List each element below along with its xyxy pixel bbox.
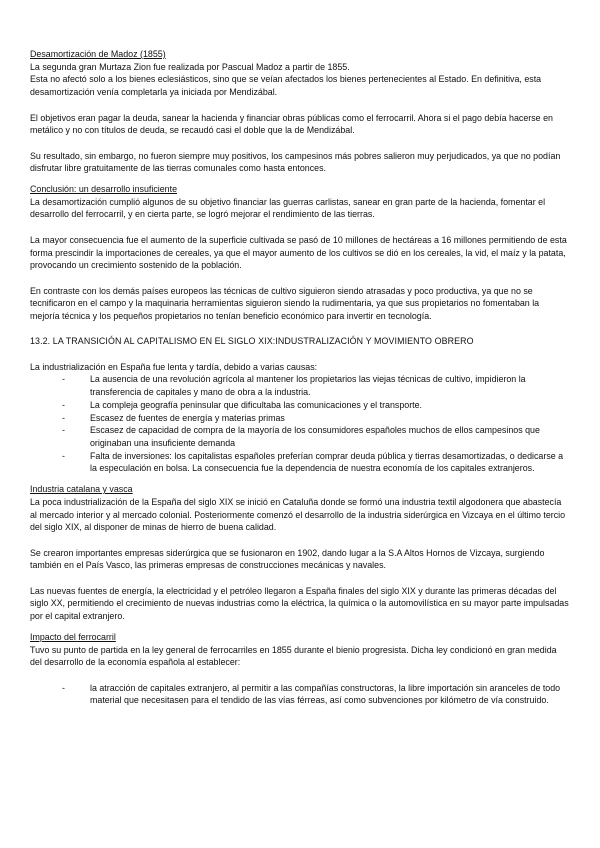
list-item-text: La compleja geografía peninsular que dificultaba las comunicaciones y el transporte. — [90, 399, 423, 410]
section-title-transicion: 13.2. LA TRANSICIÓN AL CAPITALISMO EN EL SIGLO XIX:INDUSTRALIZACIÓN Y MOVIMIENTO OBRERO — [30, 336, 474, 347]
dash-bullet: - — [62, 450, 65, 461]
dash-bullet: - — [62, 425, 65, 436]
paragraph: La mayor consecuencia fue el aumento de la superficie cultivada se pasó de 10 millones de hectáreas a 16 millones permitiendo de esta forma prescindir la importaciones de cereales, ya que el mayor aumento de los cultivos se dió en los cereales, la vid, el maíz y la patata, provocando un crecimiento sostenido de la población. — [30, 234, 567, 271]
list-item-text: La ausencia de una revolución agrícola al mantener los propietarios las viejas técnicas de cultivo, impidieron la transferencia de capitales y mano de obra a la industria. — [90, 374, 526, 398]
section-heading-madoz: Desamortización de Madoz (1855) — [30, 49, 166, 59]
paragraph: En contraste con los demás países europeos las técnicas de cultivo siguieron siendo atrasadas y poco productiva, ya que no se tecnificaron en el campo y la maquinaria herramientas siguieron siendo la rudimentaria, ya que sus propietarios no fomentaban la mejoría técnica y los pequeños propietarios no tenían beneficio económico para invertir en tecnología. — [30, 285, 540, 321]
list-item-text: Falta de inversiones: los capitalistas españoles preferían comprar deuda pública y tierras desamortizadas, o dedicarse a la especulación en bolsa. La consecuencia fue la dependencia de nuestra economía de los capitales extranjeros. — [90, 450, 564, 474]
section-heading-conclusion: Conclusión: un desarrollo insuficiente — [30, 184, 178, 194]
list-item — [62, 373, 570, 398]
paragraph: Las nuevas fuentes de energía, la electricidad y el petróleo llegaron a España finales del siglo XIX y durante las primeras décadas del siglo XX, permitiendo el crecimiento de nuevas industrias como la eléctrica, la química o la automovilística en su mayor parte impulsadas por el capital extranjero. — [30, 585, 569, 622]
dash-bullet: - — [62, 374, 65, 385]
list-item-text: Escasez de capacidad de compra de la mayoría de los consumidores españoles muchos de ellos campesinos que originaban una insuficiente demanda — [90, 425, 540, 448]
list-item-text: Escasez de fuentes de energía y materias primas — [90, 412, 285, 423]
paragraph: La desamortización cumplió algunos de su objetivo financiar las guerras carlistas, sanear en gran parte de la hacienda, fomentar el desarrollo del ferrocarril, y en cierta parte, se logró mejorar el rendimiento de las tierras. — [30, 196, 546, 220]
paragraph: La poca industrialización de la España del siglo XIX se inició en Cataluña donde se formó una industria textil algodonera que abastecía al mercado interior y al mercado colonial. Posteriormente comenzó el desarrollo de la industria siderúrgica en Vizcaya en el último tercio del siglo XIX, al disponer de minas de hierro de buena calidad. — [30, 496, 566, 533]
causes-list — [30, 373, 570, 475]
list-item — [62, 399, 570, 412]
list-item — [62, 424, 570, 449]
section-heading-industria: Industria catalana y vasca — [30, 484, 133, 495]
list-item — [62, 682, 570, 707]
paragraph: Se crearon importantes empresas siderúrgica que se fusionaron en 1902, dando lugar a la S.A Altos Hornos de Vizcaya, surgiendo también en el País Vasco, las primeras empresas de construcciones mecánicas y navales. — [30, 547, 545, 571]
paragraph: La industrialización en España fue lenta y tardía, debido a varias causas: — [30, 361, 318, 372]
section-heading-ferrocarril: Impacto del ferrocarril — [30, 631, 116, 642]
dash-bullet: - — [62, 412, 65, 423]
dash-bullet: - — [62, 399, 65, 410]
paragraph: Su resultado, sin embargo, no fueron siempre muy positivos, los campesinos más pobres salieron muy perjudicados, ya que no podían disfrutar libre gratuitamente de las tierras comunales como hasta entonces. — [30, 150, 561, 174]
list-item — [62, 412, 570, 425]
paragraph: Tuvo su punto de partida en la ley general de ferrocarriles en 1855 durante el bienio progresista. Dicha ley condicionó en gran medida del desarrollo de la economía española al establecer: — [30, 644, 557, 668]
paragraph: El objetivos eran pagar la deuda, sanear la hacienda y financiar obras públicas como el ferrocarril. Ahora si el pago debía hacerse en metálico y no con títulos de deuda, se recaudó casi el doble que la de Mendizábal. — [30, 112, 553, 136]
ferrocarril-list — [30, 682, 570, 707]
paragraph: La segunda gran Murtaza Zion fue realizada por Pascual Madoz a partir de 1855. — [30, 61, 350, 72]
paragraph: Esta no afectó solo a los bienes eclesiásticos, sino que se veían afectados los bienes pertenecientes al Estado. En definitiva, esta desamortización venía completarla ya iniciada por Mendizábal. — [30, 74, 542, 98]
dash-bullet: - — [62, 682, 65, 693]
list-item — [62, 450, 570, 475]
list-item-text: la atracción de capitales extranjero, al permitir a las compañías constructoras, la libre importación sin aranceles de todo material que necesitasen para el tendido de las vías férreas, así como subvenciones por kilómetro de vía construido. — [90, 682, 561, 706]
